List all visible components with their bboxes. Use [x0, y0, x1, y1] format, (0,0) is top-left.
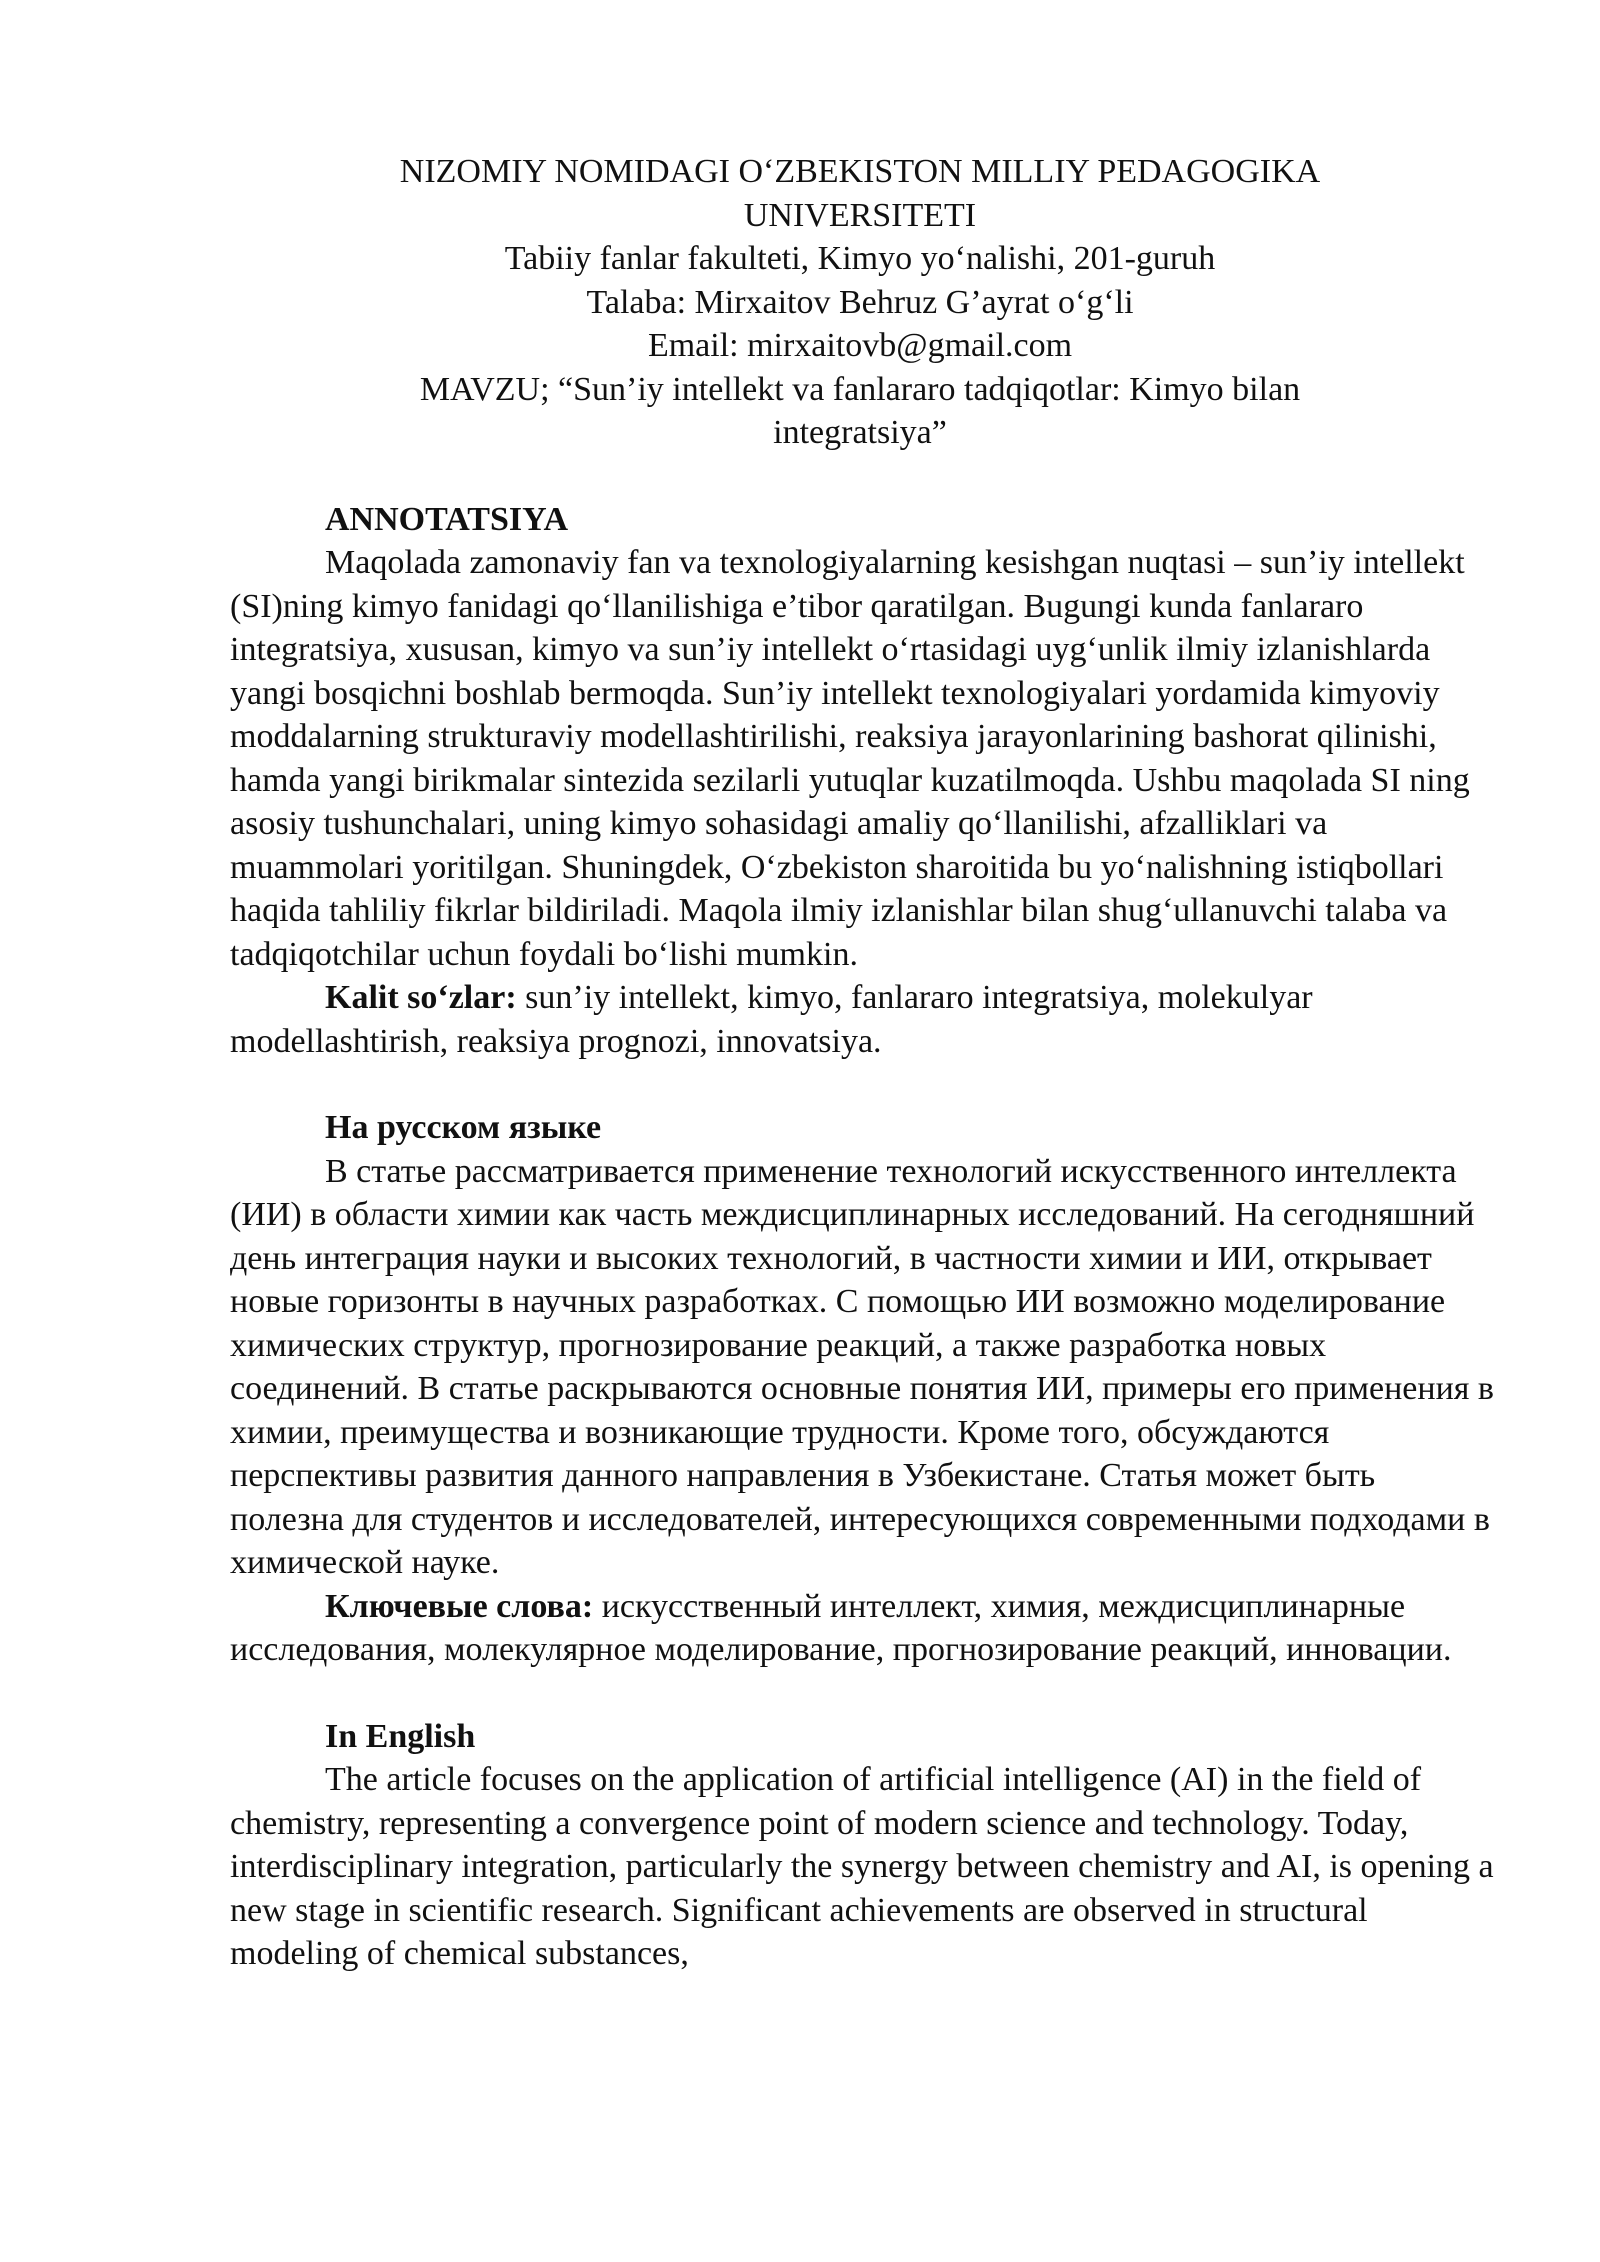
university-name-line-1: NIZOMIY NOMIDAGI O‘ZBEKISTON MILLIY PEDAGOGIKA — [399, 153, 1321, 190]
en-abstract-body: The article focuses on the application of artificial intelligence (AI) in the field of chemistry, representing a convergence point of modern science and technology. Today, interdisciplinary integration, particularly the synergy between chemistry and AI, is opening a new stage in scientific research. Significant achievements are observed in structural modeling of chemical substances, — [230, 1761, 1494, 1972]
topic-line-2: integratsiya” — [773, 414, 947, 451]
ru-keywords-text: искусственный интеллект, химия, междисциплинарные исследования, молекулярное моделирование, прогнозирование реакций, инновации. — [230, 1587, 1452, 1668]
uz-keywords-label: Kalit so‘zlar: — [325, 979, 517, 1016]
en-abstract-heading: In English — [325, 1717, 476, 1755]
ru-keywords-label: Ключевые слова: — [325, 1587, 594, 1625]
uz-abstract-heading: ANNOTATSIYA — [325, 500, 569, 538]
faculty-line: Tabiiy fanlar fakulteti, Kimyo yo‘nalishi, 201-guruh — [504, 240, 1216, 277]
ru-abstract-body: В статье рассматривается применение технологий искусственного интеллекта (ИИ) в области химии как часть междисциплинарных исследований. На сегодняшний день интеграция науки и высоких технологий, в частности химии и ИИ, открывает новые горизонты в научных разработках. С помощью ИИ возможно моделирование химических структур, прогнозирование реакций, а также разработка новых соединений. В статье раскрываются основные понятия ИИ, примеры его применения в химии, преимущества и возникающие трудности. Кроме того, обсуждаются перспективы развития данного направления в Узбекистане. Статья может быть полезна для студентов и исследователей, интересующихся современными подходами в химической науке. — [230, 1152, 1494, 1581]
uz-abstract-body: Maqolada zamonaviy fan va texnologiyalarning kesishgan nuqtasi – sun’iy intellekt (SI)ning kimyo fanidagi qo‘llanilishiga e’tibor qaratilgan. Bugungi kunda fanlararo integratsiya, xususan, kimyo va sun’iy intellekt o‘rtasidagi uyg‘unlik ilmiy izlanishlarda yangi bosqichni boshlab bermoqda. Sun’iy intellekt texnologiyalari yordamida kimyoviy moddalarning strukturaviy modellashtirilishi, reaksiya jarayonlarining bashorat qilinishi, hamda yangi birikmalar sintezida sezilarli yutuqlar kuzatilmoqda. Ushbu maqolada SI ning asosiy tushunchalari, uning kimyo sohasidagi amaliy qo‘llanilishi, afzalliklari va muammolari yoritilgan. Shuningdek, O‘zbekiston sharoitida bu yo‘nalishning istiqbollari haqida tahliliy fikrlar bildiriladi. Maqola ilmiy izlanishlar bilan shug‘ullanuvchi talaba va tadqiqotchilar uchun foydali bo‘lishi mumkin. — [230, 544, 1470, 973]
university-name-line-2: UNIVERSITETI — [743, 196, 977, 234]
uz-keywords — [230, 976, 1495, 1063]
uz-keywords-text: sun’iy intellekt, kimyo, fanlararo integratsiya, molekulyar modellashtirish, reaksiya prognozi, innovatsiya. — [230, 979, 1313, 1060]
email-line: Email: mirxaitovb@gmail.com — [647, 327, 1073, 364]
title-block — [360, 150, 1360, 455]
document-content — [230, 150, 1495, 1976]
ru-keywords — [230, 1585, 1495, 1672]
student-line: Talaba: Mirxaitov Behruz G’ayrat o‘g‘li — [586, 283, 1134, 321]
ru-abstract-heading: На русском языке — [325, 1109, 602, 1146]
topic-line-1: MAVZU; “Sun’iy intellekt va fanlararo tadqiqotlar: Kimyo bilan — [419, 370, 1301, 408]
